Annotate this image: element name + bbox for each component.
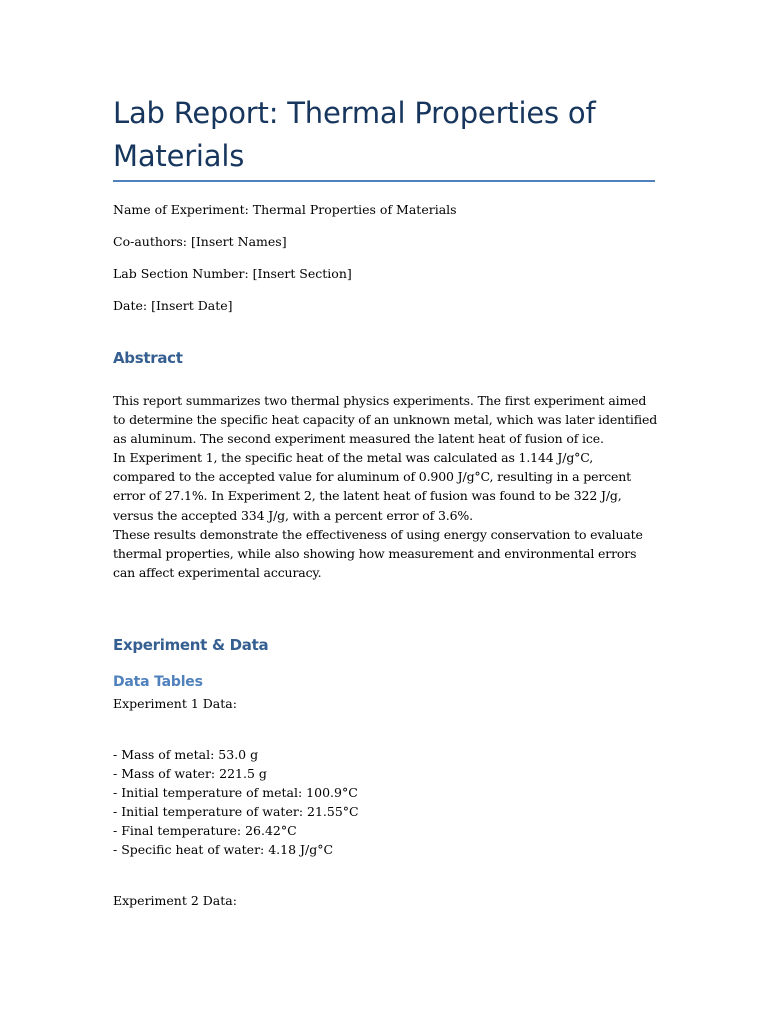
abstract-paragraph: These results demonstrate the effectiveness of using energy conservation to evaluate thermal properties, while also showing how measurement and environmental errors can affect experimental accuracy. bbox=[113, 526, 643, 580]
list-item: - Mass of metal: 53.0 g bbox=[113, 747, 259, 762]
list-item: - Mass of water: 221.5 g bbox=[113, 766, 267, 781]
abstract-paragraph: In Experiment 1, the specific heat of the metal was calculated as 1.144 J/g°C, compared to the accepted value for aluminum of 0.900 J/g°C, resulting in a percent error of 27.1%. In Experiment 2, the latent heat of fusion was found to be 322 J/g, versus the accepted 334 J/g, with a percent error of 3.6%. bbox=[113, 450, 632, 523]
abstract-heading: Abstract bbox=[113, 349, 183, 367]
abstract-body bbox=[113, 391, 658, 582]
experiment1-data-list bbox=[113, 745, 359, 859]
list-item: - Initial temperature of metal: 100.9°C bbox=[113, 785, 358, 800]
list-item: - Initial temperature of water: 21.55°C bbox=[113, 804, 359, 819]
experiment1-label: Experiment 1 Data: bbox=[113, 696, 237, 711]
experiment2-label: Experiment 2 Data: bbox=[113, 893, 237, 908]
document-title: Lab Report: Thermal Properties of Materials bbox=[113, 96, 596, 173]
list-item: - Specific heat of water: 4.18 J/g°C bbox=[113, 842, 334, 857]
experiment-name: Name of Experiment: Thermal Properties of Materials bbox=[113, 202, 457, 217]
list-item: - Final temperature: 26.42°C bbox=[113, 823, 297, 838]
lab-section: Lab Section Number: [Insert Section] bbox=[113, 266, 352, 281]
report-date: Date: [Insert Date] bbox=[113, 298, 233, 313]
data-tables-heading: Data Tables bbox=[113, 674, 203, 690]
coauthors: Co-authors: [Insert Names] bbox=[113, 234, 287, 249]
experiment-heading: Experiment & Data bbox=[113, 636, 269, 654]
abstract-paragraph: This report summarizes two thermal physics experiments. The first experiment aimed to determine the specific heat capacity of an unknown metal, which was later identified as aluminum. The second experiment measured the latent heat of fusion of ice. bbox=[113, 393, 658, 447]
title-divider bbox=[113, 180, 655, 182]
